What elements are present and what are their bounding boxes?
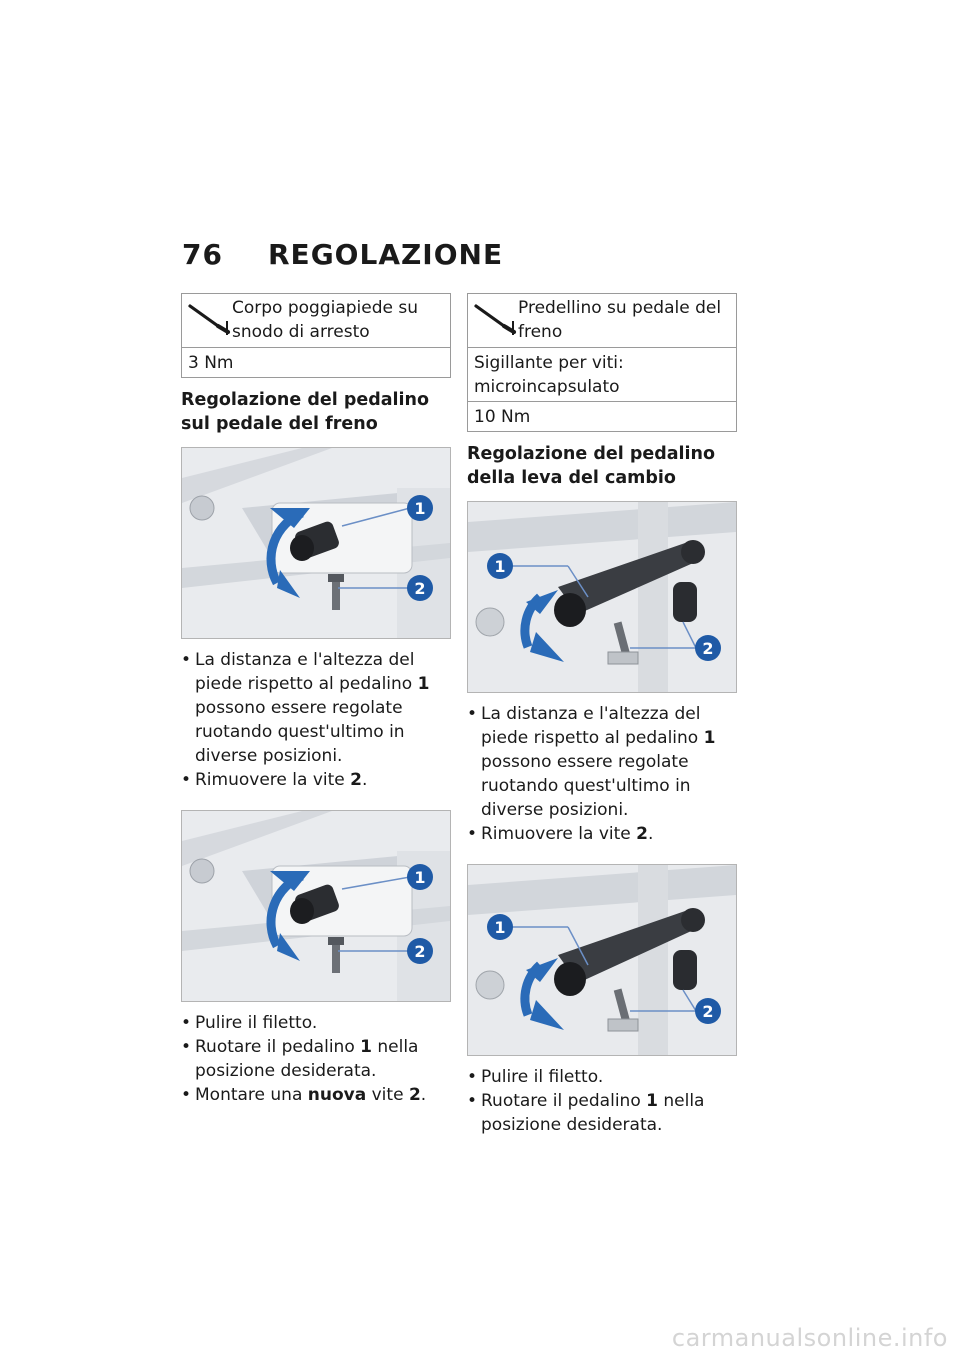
shift-lever-figure-1 <box>467 501 737 693</box>
page-header <box>182 238 503 278</box>
section-heading: Regolazione del pedalino della leva del cambio <box>467 444 716 488</box>
section-title: REGOLAZIONE <box>268 238 504 271</box>
torque-spec-table <box>181 293 451 378</box>
torque-spec-table <box>467 293 737 432</box>
section-heading: Regolazione del pedalino sul pedale del freno <box>181 390 430 434</box>
left-column <box>181 293 451 1107</box>
brake-pedal-figure-1 <box>181 447 451 639</box>
callout-1: 1 <box>494 918 506 937</box>
steps-list-2 <box>181 1011 451 1107</box>
brake-pedal-illustration <box>182 811 450 1001</box>
step-item: • Montare una nuova vite 2. <box>181 1083 451 1107</box>
spec-value: Sigillante per viti: microincapsulato <box>468 348 737 402</box>
callout-2: 2 <box>414 579 426 598</box>
callout-2: 2 <box>702 1002 714 1021</box>
shift-lever-figure-2 <box>467 864 737 1056</box>
callout-2: 2 <box>702 639 714 658</box>
step-item: • Ruotare il pedalino 1 nella posizione desiderata. <box>181 1035 451 1083</box>
step-item: • Ruotare il pedalino 1 nella posizione desiderata. <box>467 1089 737 1137</box>
spec-label: Predellino su pedale del freno <box>518 298 722 342</box>
step-item: • Rimuovere la vite 2. <box>181 768 451 792</box>
brake-pedal-figure-2 <box>181 810 451 1002</box>
shift-lever-illustration <box>468 865 736 1055</box>
spec-value: 10 Nm <box>468 402 737 432</box>
right-column <box>467 293 737 1137</box>
callout-1: 1 <box>414 868 426 887</box>
step-item: • Pulire il filetto. <box>181 1011 451 1035</box>
shift-lever-illustration <box>468 502 736 692</box>
spec-label: Corpo poggiapiede su snodo di arresto <box>232 298 419 342</box>
steps-list-2 <box>467 1065 737 1137</box>
torque-wrench-icon <box>188 302 232 336</box>
callout-1: 1 <box>414 499 426 518</box>
step-item: • Rimuovere la vite 2. <box>467 822 737 846</box>
steps-list-1 <box>467 702 737 846</box>
callout-1: 1 <box>494 557 506 576</box>
step-item: • Pulire il filetto. <box>467 1065 737 1089</box>
step-item: • La distanza e l'altezza del piede rispetto al pedalino 1 possono essere regolate ruotando quest'ultimo in diverse posizioni. <box>181 648 451 768</box>
steps-list-1 <box>181 648 451 792</box>
torque-wrench-icon <box>474 302 518 336</box>
spec-value: 3 Nm <box>182 348 451 378</box>
page-number: 76 <box>182 238 223 271</box>
watermark: carmanualsonline.info <box>671 1324 948 1352</box>
brake-pedal-illustration <box>182 448 450 638</box>
step-item: • La distanza e l'altezza del piede rispetto al pedalino 1 possono essere regolate ruotando quest'ultimo in diverse posizioni. <box>467 702 737 822</box>
callout-2: 2 <box>414 942 426 961</box>
